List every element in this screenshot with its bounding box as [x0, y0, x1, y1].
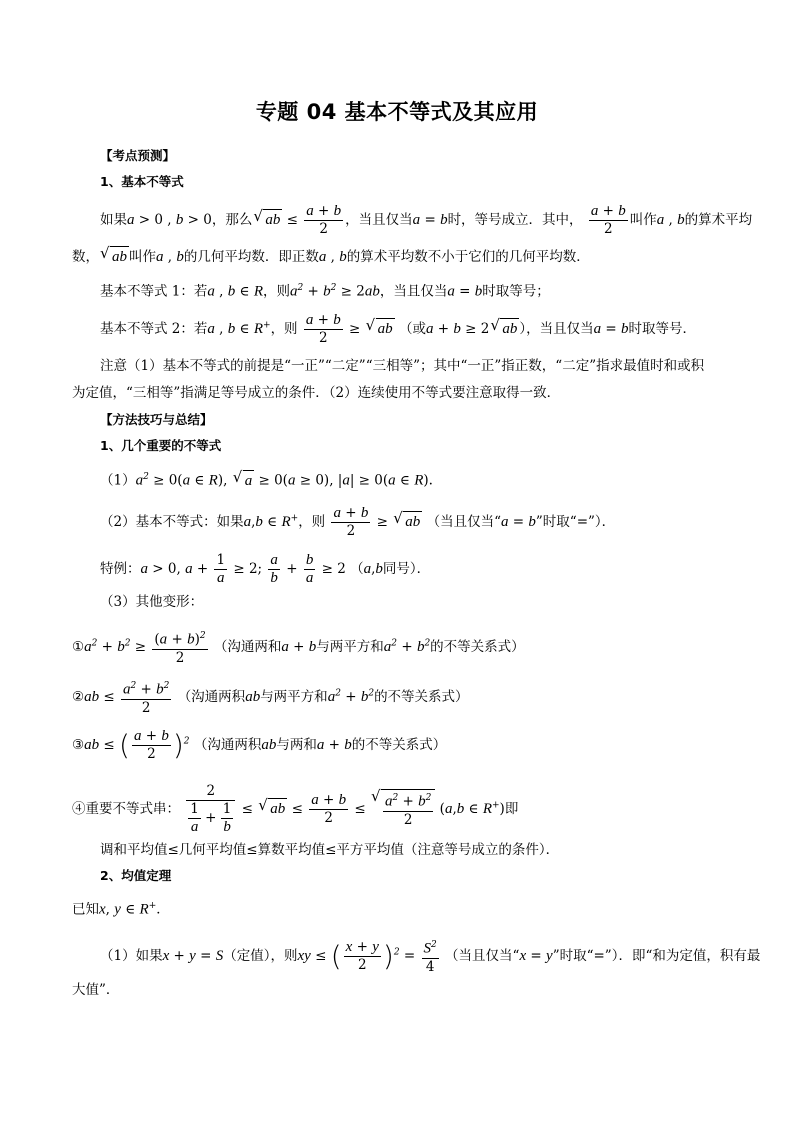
item-1: $(1)a^2 \ge 0(a$ ∈ R), √ a ≥ 0(a ≥ 0), |a| ≥ 0(a ∈ R). — [100, 467, 433, 491]
given-line: 已知x, y ∈ R+． — [72, 901, 170, 918]
fraction: 2 $\frac{1}{a}$ + $\frac{1}{b}$ — [186, 783, 235, 836]
variant-3: ③ab ≤ ( $\frac{a + b}{2}$ )$^2$ （沟通两积ab与两和a + b的不等关系式） — [72, 728, 447, 762]
fraction: $\frac{a + b}{2}$ — [311, 792, 347, 826]
special-case: 特例：a > 0, a + $\frac{1}{a}$ ≥ 2; $\frac{a}{b}$ + $\frac{b}{a}$ ≥ 2 （a,b同号）． — [100, 552, 431, 586]
fraction: $\frac{a + b}{2}$ — [306, 203, 342, 237]
item-3: （3）其他变形： — [100, 594, 204, 610]
fraction: $\frac{a + b}{2}$ — [333, 505, 369, 539]
definition-line-2: 数，√ ab 叫作a , b的几何平均数．即正数a , b的算术平均数不小于它们的几何平均数． — [72, 246, 590, 267]
fraction: $\frac{a}{b}$ — [270, 552, 278, 586]
theorem-1-line-1: （1）如果x + y = S（定值），则xy ≤ ( $\frac{x + y}{2}$ )$^2$ = $\frac{S^2}{4}$ （当且仅当“x = y”时取“=”）．即“和为定值，积有最 — [100, 938, 761, 975]
fraction: $\frac{1}{a}$ — [216, 552, 226, 586]
fraction: $\frac{S^2}{4}$ — [422, 937, 439, 976]
fraction: $\frac{b}{a}$ — [305, 552, 314, 586]
variant-4: ④重要不等式串： 2 $\frac{1}{a}$ + $\frac{1}{b}$ ≤ √ ab ≤ $\frac{a + b}{2}$ ≤ √ $\frac{a^2 + b^2}{2}$ (a,b ∈ R+)即 — [72, 783, 518, 836]
note-line-2: 为定值，“三相等”指满足等号成立的条件．（2）连续使用不等式要注意取得一致． — [72, 385, 561, 401]
basic-inequality-2: 基本不等式 2：若a , b ∈ R+，则 $\frac{a + b}{2}$ ≥ √ ab （或a + b ≥ 2√ ab ），当且仅当a = b时取等号． — [100, 312, 696, 347]
fraction: $\frac{a + b}{2}$ — [133, 728, 169, 762]
item-2: （2）基本不等式：如果a,b ∈ R+，则 $\frac{a + b}{2}$ ≥ √ ab （当且仅当“a = b”时取“=”）． — [100, 505, 615, 540]
fraction: $\frac{a + b}{2}$ — [590, 203, 626, 237]
definition-line-1: 如果a > 0 , b > 0，那么√ ab ≤ $\frac{a + b}{2}$ ，当且仅当a = b时，等号成立．其中， $\frac{a + b}{2}$ 叫作a , b的算术平均 — [100, 203, 752, 238]
note-line-1: 注意（1）基本不等式的前提是“一正”“二定”“三相等”；其中“一正”指正数，“二定”指求最值时和或积 — [100, 358, 705, 374]
subheading-mean-theorem: 2、均值定理 — [100, 868, 172, 883]
variant-1: $①a^2 + b^2$ ≥ $\frac{(a + b)^2}{2}$ （沟通两和a + b与两平方和$a^2 + b^2$的不等关系式） — [72, 628, 525, 667]
theorem-1-line-2: 大值”． — [72, 982, 120, 998]
section-heading-methods: 【方法技巧与总结】 — [100, 412, 213, 427]
fraction: $\frac{x + y}{2}$ — [345, 938, 379, 973]
fraction: $\frac{a + b}{2}$ — [305, 312, 341, 346]
basic-inequality-1: 基本不等式 1：若a , b ∈ R，则$a^2 + b^2 \ge 2ab$，当且仅当a = b时取等号； — [100, 283, 550, 300]
subheading-important-inequalities: 1、几个重要的不等式 — [100, 438, 222, 453]
fraction: $\frac{a^2 + b^2}{2}$ — [121, 678, 171, 717]
fraction: $\frac{(a + b)^2}{2}$ — [152, 628, 207, 667]
page-title: 专题 04 基本不等式及其应用 — [255, 100, 539, 124]
section-heading-exam-points: 【考点预测】 — [100, 148, 176, 163]
subheading-basic-inequality: 1、基本不等式 — [100, 174, 184, 189]
mean-chain: 调和平均值≤几何平均值≤算数平均值≤平方平均值（注意等号成立的条件）． — [100, 842, 560, 858]
variant-2: ②ab ≤ $\frac{a^2 + b^2}{2}$ （沟通两积ab与两平方和$a^2 + b^2$的不等关系式） — [72, 678, 469, 717]
